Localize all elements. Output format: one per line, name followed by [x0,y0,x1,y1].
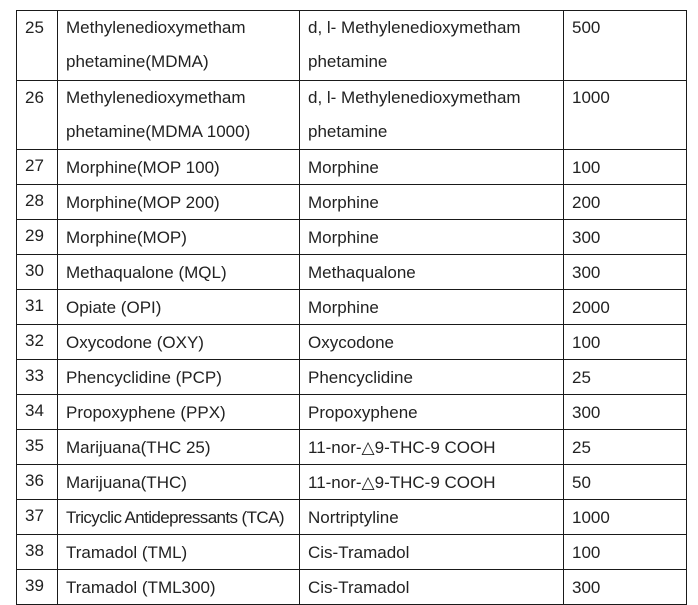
drug-name-cell: Morphine(MOP 100) [58,150,300,185]
drug-name-line: Methylenedioxymetham [66,18,246,37]
table-row [17,290,687,325]
calibrator-cell: 11-nor-△9-THC-9 COOH [300,430,564,465]
cutoff-cell: 100 [564,535,687,570]
cutoff-cell: 300 [564,255,687,290]
cutoff-cell: 300 [564,395,687,430]
table-row [17,500,687,535]
cutoff-cell: 1000 [564,500,687,535]
row-number: 26 [17,81,58,150]
drug-name-cell: Tramadol (TML) [58,535,300,570]
calibrator-cell: Cis-Tramadol [300,535,564,570]
drug-name-cell: Marijuana(THC) [58,465,300,500]
calibrator-cell: Phencyclidine [300,360,564,395]
row-number: 35 [17,430,58,465]
row-number: 32 [17,325,58,360]
calibrator-cell: Morphine [300,290,564,325]
drug-name-line: Methylenedioxymetham [66,88,246,107]
calibrator-cell: 11-nor-△9-THC-9 COOH [300,465,564,500]
row-number: 38 [17,535,58,570]
drug-name-cell [58,81,300,150]
table-body [17,11,687,605]
table-row [17,11,687,81]
calibrator-cell: Nortriptyline [300,500,564,535]
row-number: 27 [17,150,58,185]
calibrator-cell [300,11,564,81]
row-number: 39 [17,570,58,605]
table-row [17,185,687,220]
row-number: 25 [17,11,58,81]
table-row [17,255,687,290]
drug-name-cell: Oxycodone (OXY) [58,325,300,360]
drug-name-line: phetamine(MDMA 1000) [66,122,251,141]
table-row [17,465,687,500]
calibrator-cell: Cis-Tramadol [300,570,564,605]
table-row [17,535,687,570]
cutoff-cell: 25 [564,430,687,465]
row-number: 28 [17,185,58,220]
calibrator-line: d, l- Methylenedioxymetham [308,88,521,107]
drug-name-cell: Methaqualone (MQL) [58,255,300,290]
table-row [17,430,687,465]
cutoff-cell: 2000 [564,290,687,325]
drug-name-cell: Morphine(MOP 200) [58,185,300,220]
row-number: 31 [17,290,58,325]
table-row [17,220,687,255]
drug-cutoff-table [16,10,687,605]
calibrator-cell: Morphine [300,185,564,220]
calibrator-cell: Morphine [300,220,564,255]
row-number: 36 [17,465,58,500]
cutoff-cell: 200 [564,185,687,220]
drug-name-line: phetamine(MDMA) [66,52,209,71]
cutoff-cell: 100 [564,325,687,360]
calibrator-line: d, l- Methylenedioxymetham [308,18,521,37]
table-row [17,325,687,360]
table-row [17,395,687,430]
calibrator-cell: Methaqualone [300,255,564,290]
calibrator-line: phetamine [308,122,388,141]
row-number: 34 [17,395,58,430]
cutoff-cell: 50 [564,465,687,500]
calibrator-cell: Oxycodone [300,325,564,360]
table-row [17,81,687,150]
cutoff-cell: 100 [564,150,687,185]
drug-name-cell: Marijuana(THC 25) [58,430,300,465]
drug-name-cell: Tricyclic Antidepressants (TCA) [58,500,300,535]
table-row [17,570,687,605]
cutoff-cell: 1000 [564,81,687,150]
drug-name-cell: Tramadol (TML300) [58,570,300,605]
cutoff-cell: 25 [564,360,687,395]
calibrator-cell [300,81,564,150]
cutoff-cell: 500 [564,11,687,81]
drug-name-cell: Phencyclidine (PCP) [58,360,300,395]
drug-name-cell: Morphine(MOP) [58,220,300,255]
table-row [17,150,687,185]
cutoff-cell: 300 [564,570,687,605]
row-number: 37 [17,500,58,535]
cutoff-cell: 300 [564,220,687,255]
calibrator-cell: Propoxyphene [300,395,564,430]
row-number: 29 [17,220,58,255]
drug-name-cell: Propoxyphene (PPX) [58,395,300,430]
row-number: 30 [17,255,58,290]
row-number: 33 [17,360,58,395]
drug-name-cell: Opiate (OPI) [58,290,300,325]
calibrator-cell: Morphine [300,150,564,185]
table-row [17,360,687,395]
drug-name-cell [58,11,300,81]
calibrator-line: phetamine [308,52,388,71]
